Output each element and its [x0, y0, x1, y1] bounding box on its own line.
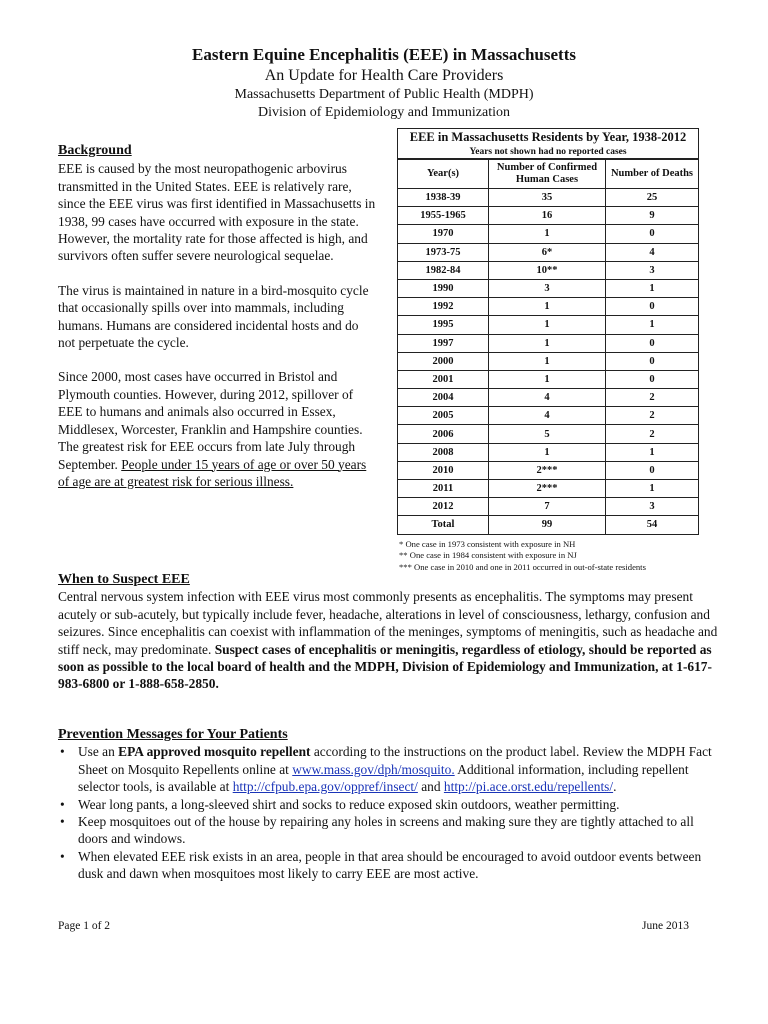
cell-year: 2012: [398, 498, 489, 516]
cell-deaths: 0: [606, 370, 699, 388]
cell-deaths: 4: [606, 243, 699, 261]
cell-cases: 16: [489, 207, 606, 225]
table-row: [398, 461, 699, 479]
division-name: Division of Epidemiology and Immunization: [258, 105, 510, 120]
table-row: [398, 334, 699, 352]
mdph-mosquito-link[interactable]: www.mass.gov/dph/mosquito.: [292, 761, 455, 777]
cell-year: 1992: [398, 298, 489, 316]
background-paragraph-2: The virus is maintained in nature in a bird-mosquito cycle that occasionally spills over into mammals, including humans. Humans are considered incidental hosts and do not perpetuate the cycle.: [58, 282, 369, 351]
cell-cases: 5: [489, 425, 606, 443]
table-row: [398, 261, 699, 279]
suspect-heading: When to Suspect EEE: [58, 572, 190, 587]
cell-deaths: 0: [606, 334, 699, 352]
cell-deaths: 3: [606, 261, 699, 279]
repellent-emphasis: EPA approved mosquito repellent: [118, 744, 311, 760]
cell-year: 2005: [398, 407, 489, 425]
document-header: [0, 44, 768, 122]
prevention-list: [58, 743, 718, 882]
table-row: [398, 407, 699, 425]
cell-deaths: 1: [606, 316, 699, 334]
cell-year: 1982-84: [398, 261, 489, 279]
cell-year: 2000: [398, 352, 489, 370]
table-row: [398, 498, 699, 516]
document-subtitle: An Update for Health Care Providers: [264, 67, 504, 84]
cell-deaths: 2: [606, 407, 699, 425]
table-row: [398, 225, 699, 243]
item-text: Additional information, including repellent selector tools, is available at: [78, 761, 689, 795]
cell-cases: 1: [489, 298, 606, 316]
cell-cases: 3: [489, 279, 606, 297]
cell-deaths: 54: [606, 516, 699, 534]
cell-cases: 1: [489, 370, 606, 388]
suspect-paragraph: [58, 588, 718, 692]
footnote: *** One case in 2010 and one in 2011 occurred in out-of-state residents: [399, 562, 646, 573]
page-number: Page 1 of 2: [58, 920, 111, 932]
epa-insect-link[interactable]: http://cfpub.epa.gov/oppref/insect/: [232, 779, 418, 795]
table-row: [398, 207, 699, 225]
table-row: [398, 189, 699, 207]
header-confirmed-cases: Number of Confirmed Human Cases: [489, 159, 606, 189]
cell-year: 1997: [398, 334, 489, 352]
header-years: Year(s): [398, 159, 489, 189]
cell-year: 2011: [398, 480, 489, 498]
cell-cases: 1: [489, 225, 606, 243]
cell-deaths: 2: [606, 389, 699, 407]
cell-cases: 1: [489, 316, 606, 334]
background-heading: Background: [58, 143, 132, 158]
item-text: .: [613, 779, 617, 795]
cell-year: 1955-1965: [398, 207, 489, 225]
suspect-section: [58, 571, 718, 693]
cell-year: 1970: [398, 225, 489, 243]
item-text: and: [417, 779, 444, 795]
cell-deaths: 0: [606, 461, 699, 479]
background-section: [58, 142, 378, 507]
cell-deaths: 0: [606, 225, 699, 243]
prevention-section: [58, 726, 718, 883]
cell-year: 2001: [398, 370, 489, 388]
cell-year: 2006: [398, 425, 489, 443]
cell-year: 1973-75: [398, 243, 489, 261]
suspect-text: Central nervous system infection with EEE virus most commonly presents as encephalitis. The symptoms may present acutely or sub-acutely, but typically include fever, headache, alterations in level of consciousness, lethargy, confusion and seizures. Since encephalitis can coexist with inflammation of the meninges, symptoms of meningitis, such as headache and stiff neck, may predominate.: [58, 589, 718, 657]
cell-cases: 1: [489, 334, 606, 352]
department-name: Massachusetts Department of Public Health (MDPH): [234, 87, 534, 102]
cell-cases: 2***: [489, 461, 606, 479]
cell-year: 2008: [398, 443, 489, 461]
prevention-heading: Prevention Messages for Your Patients: [58, 727, 288, 742]
cell-deaths: 1: [606, 480, 699, 498]
cell-deaths: 2: [606, 425, 699, 443]
orst-repellents-link[interactable]: http://pi.ace.orst.edu/repellents/: [443, 779, 614, 795]
reporting-instruction: Suspect cases of encephalitis or meningitis, regardless of etiology, should be reported as soon as possible to the local board of health and the MDPH, Division of Epidemiology and Immunization, at 1-617-983-6800 or 1-888-658-2850.: [58, 641, 712, 692]
cell-year: 1995: [398, 316, 489, 334]
cases-table-container: [397, 128, 699, 574]
table-row: [398, 279, 699, 297]
background-paragraph-3-text: Since 2000, most cases have occurred in Bristol and Plymouth counties. However, during 2012, spillover of EEE to humans and animals also occurred in Essex, Middlesex, Worcester, Franklin and Hampshire counties. The greatest risk for EEE occurs from late July through September.: [58, 369, 363, 472]
table-row: [398, 480, 699, 498]
bullet-icon: •: [60, 814, 65, 830]
list-item: [58, 813, 718, 848]
cell-year: 2010: [398, 461, 489, 479]
cell-cases: 6*: [489, 243, 606, 261]
table-row: [398, 389, 699, 407]
item-text: Use an: [78, 744, 119, 760]
cell-year: 2004: [398, 389, 489, 407]
risk-group-note: People under 15 years of age or over 50 years of age are at greatest risk for serious illness.: [58, 456, 367, 489]
cell-deaths: 0: [606, 352, 699, 370]
table-footnotes: [397, 539, 699, 574]
list-item: [58, 796, 718, 813]
bullet-icon: •: [60, 744, 65, 760]
table-row: [398, 425, 699, 443]
cell-deaths: 0: [606, 298, 699, 316]
cell-cases: 7: [489, 498, 606, 516]
cell-cases: 4: [489, 389, 606, 407]
cell-year: 1938-39: [398, 189, 489, 207]
table-title: EEE in Massachusetts Residents by Year, 1938-2012: [398, 129, 699, 147]
table-total-row: [398, 516, 699, 534]
table-row: [398, 370, 699, 388]
table-row: [398, 352, 699, 370]
cell-cases: 2***: [489, 480, 606, 498]
footnote: ** One case in 1984 consistent with exposure in NJ: [399, 550, 577, 561]
cell-deaths: 3: [606, 498, 699, 516]
cell-deaths: 1: [606, 443, 699, 461]
footnote: * One case in 1973 consistent with exposure in NH: [399, 538, 576, 549]
cell-deaths: 1: [606, 279, 699, 297]
table-header-row: [398, 159, 699, 189]
bullet-icon: •: [60, 848, 65, 864]
cell-cases: 1: [489, 352, 606, 370]
cell-cases: 4: [489, 407, 606, 425]
table-row: [398, 316, 699, 334]
item-text: Wear long pants, a long-sleeved shirt and socks to reduce exposed skin outdoors, weather permitting.: [78, 796, 620, 812]
background-paragraph-3: [58, 368, 378, 490]
cell-year: 1990: [398, 279, 489, 297]
cell-deaths: 25: [606, 189, 699, 207]
cell-cases: 35: [489, 189, 606, 207]
header-deaths: Number of Deaths: [606, 159, 699, 189]
item-text: When elevated EEE risk exists in an area, people in that area should be encouraged to avoid outdoor events between dusk and dawn when mosquitoes most likely to carry EEE are most active.: [78, 848, 702, 882]
cell-year: Total: [398, 516, 489, 534]
cell-cases: 1: [489, 443, 606, 461]
publication-date: June 2013: [642, 920, 689, 932]
document-title: Eastern Equine Encephalitis (EEE) in Massachusetts: [192, 45, 576, 64]
cell-cases: 10**: [489, 261, 606, 279]
table-subtitle: Years not shown had no reported cases: [398, 146, 699, 159]
table-row: [398, 243, 699, 261]
table-row: [398, 298, 699, 316]
cell-cases: 99: [489, 516, 606, 534]
table-row: [398, 443, 699, 461]
item-text: according to the instructions on the product label. Review the MDPH Fact Sheet on Mosquito Repellents online at: [78, 744, 712, 777]
list-item: [58, 848, 718, 883]
list-item: [58, 743, 718, 795]
cases-by-year-table: [397, 128, 699, 535]
bullet-icon: •: [60, 796, 65, 812]
item-text: Keep mosquitoes out of the house by repairing any holes in screens and making sure they are tightly attached to all doors and windows.: [78, 814, 694, 847]
cell-deaths: 9: [606, 207, 699, 225]
background-paragraph-1: EEE is caused by the most neuropathogenic arbovirus transmitted in the United States. EEE is relatively rare, since the EEE virus was first identified in Massachusetts in 1938, 99 cases have occurred with exposure in the state. However, the mortality rate for those affected is high, and survivors often suffer severe neurological sequelae.: [58, 161, 376, 264]
